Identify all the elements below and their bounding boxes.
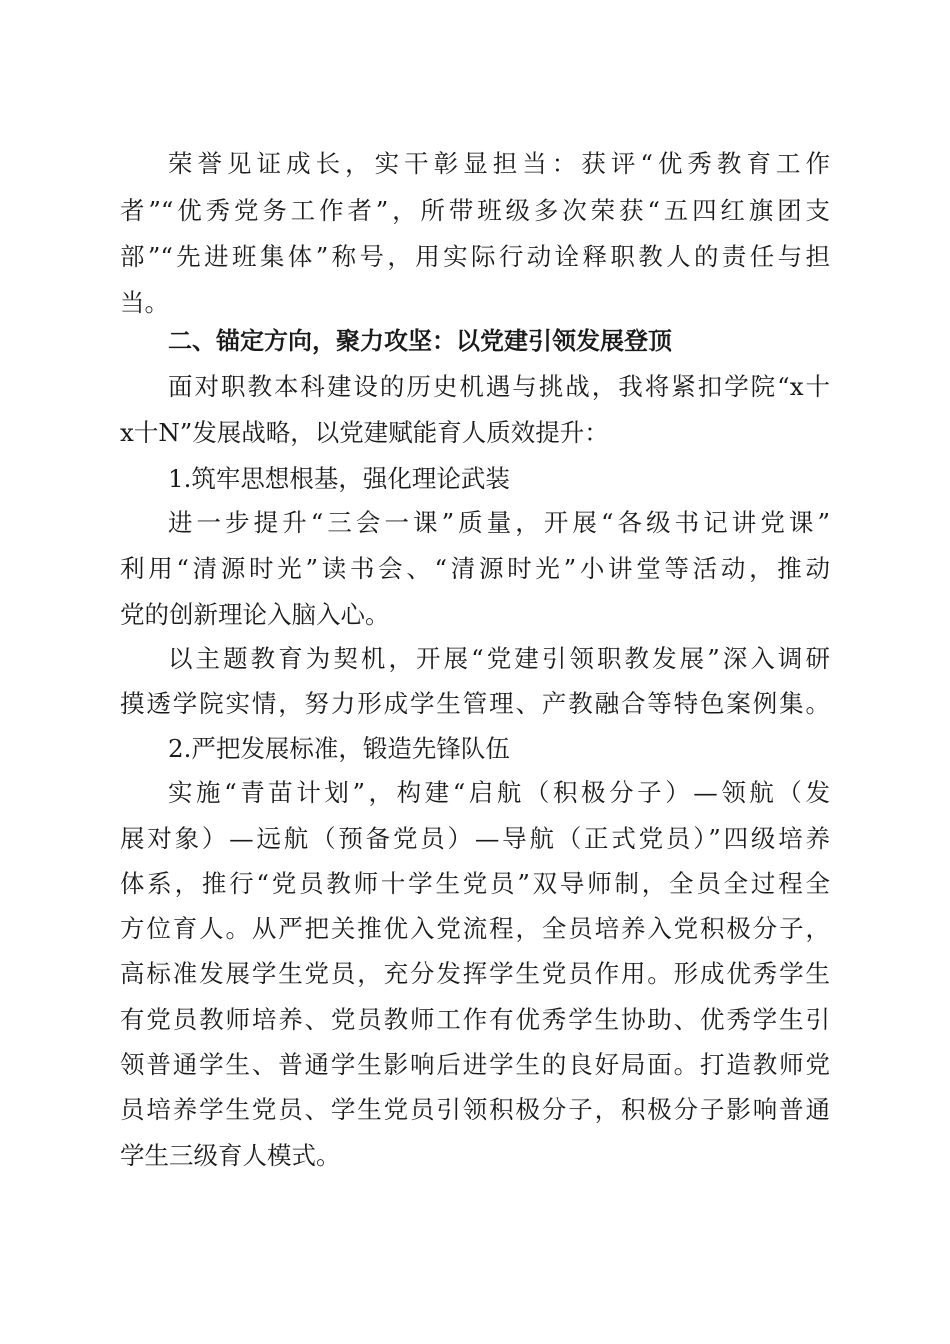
paragraph-line: 当。	[120, 288, 169, 317]
paragraph-line: x十N”发展战略，以党建赋能育人质效提升：	[120, 418, 609, 447]
paragraph-line: 进一步提升“三会一课”质量，开展“各级书记讲党课”	[168, 508, 830, 537]
paragraph-line: 体系，推行“党员教师十学生党员”双导师制，全员全过程全	[120, 869, 830, 898]
paragraph-line: 面对职教本科建设的历史机遇与挑战，我将紧扣学院“x十	[168, 372, 830, 401]
section-heading: 二、锚定方向，聚力攻坚：以党建引领发展登顶	[168, 327, 672, 355]
subheading: 2.严把发展标准，锻造先锋队伍	[168, 734, 510, 763]
paragraph-line: 实施“青苗计划”，构建“启航（积极分子）—领航（发	[168, 778, 830, 807]
paragraph-line: 员培养学生党员、学生党员引领积极分子，积极分子影响普通	[120, 1095, 830, 1124]
paragraph-line: 利用“清源时光”读书会、“清源时光”小讲堂等活动，推动	[120, 554, 830, 583]
paragraph-line: 有党员教师培养、党员教师工作有优秀学生协助、优秀学生引	[120, 1005, 830, 1034]
paragraph-line: 展对象）—远航（预备党员）—导航（正式党员）”四级培养	[120, 824, 830, 853]
paragraph-line: 者”“优秀党务工作者”，所带班级多次荣获“五四红旗团支	[120, 196, 830, 225]
paragraph-line: 高标准发展学生党员，充分发挥学生党员作用。形成优秀学生	[120, 959, 830, 988]
paragraph-line: 方位育人。从严把关推优入党流程，全员培养入党积极分子，	[120, 914, 830, 943]
paragraph-line: 学生三级育人模式。	[120, 1141, 341, 1170]
paragraph-line: 领普通学生、普通学生影响后进学生的良好局面。打造教师党	[120, 1050, 830, 1079]
paragraph-line: 党的创新理论入脑入心。	[120, 600, 390, 629]
paragraph-line: 以主题教育为契机，开展“党建引领职教发展”深入调研	[168, 644, 830, 673]
paragraph-line: 部”“先进班集体”称号，用实际行动诠释职教人的责任与担	[120, 242, 830, 271]
subheading: 1.筑牢思想根基，强化理论武装	[168, 464, 510, 493]
paragraph-line: 荣誉见证成长，实干彰显担当：获评“优秀教育工作	[168, 149, 830, 178]
paragraph-line: 摸透学院实情，努力形成学生管理、产教融合等特色案例集。	[120, 689, 830, 718]
